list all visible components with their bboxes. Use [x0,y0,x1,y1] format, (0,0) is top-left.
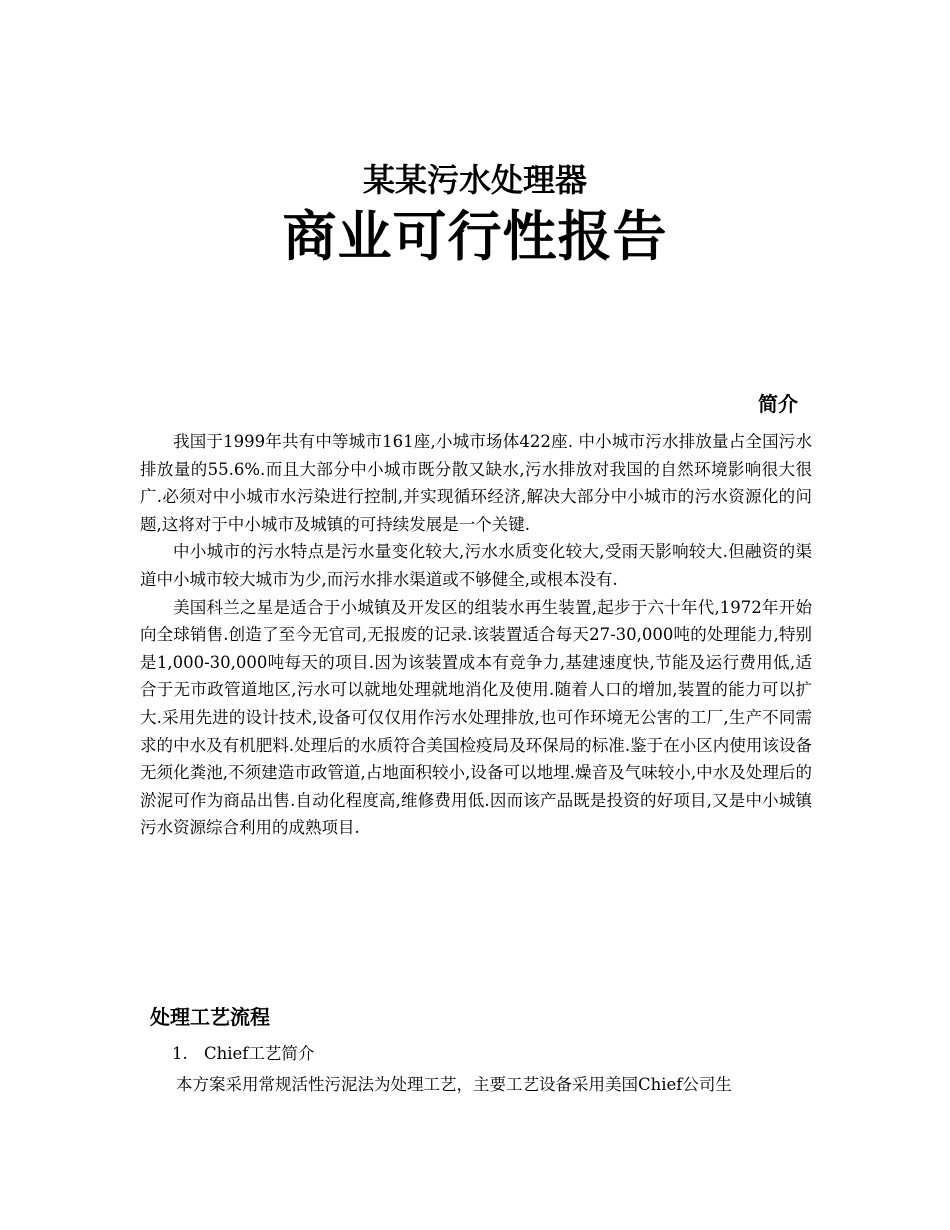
cover-title-block [0,158,950,272]
list-item-label: Chief工艺简介 [204,1044,315,1063]
process-list-item [172,1042,314,1066]
intro-paragraph-3: 美国科兰之星是适合于小城镇及开发区的组装水再生装置,起步于六十年代,1972年开始向全球销售.创造了至今无官司,无报废的记录.该装置适合每天27-30,000吨的处理能力,特别是1,000-30,000吨每天的项目.因为该装置成本有竞争力,基建速度快,节能及运行费用低,适合于无市政管道地区,污水可以就地处理就地消化及使用.随着人口的增加,装置的能力可以扩大.采用先进的设计技术,设备可仅仅用作污水处理排放,也可作环境无公害的工厂,生产不同需求的中水及有机肥料.处理后的水质符合美国检疫局及环保局的标准.鉴于在小区内使用该设备无须化粪池,不须建造市政管道,占地面积较小,设备可以地埋.燥音及气味较小,中水及处理后的淤泥可作为商品出售.自动化程度高,维修费用低.因而该产品既是投资的好项目,又是中小城镇污水资源综合利用的成熟项目. [140,597,812,838]
cover-subtitle: 某某污水处理器 [362,161,587,199]
process-paragraph: 本方案采用常规活性污泥法为处理工艺，主要工艺设备采用美国Chief公司生 [176,1075,732,1094]
list-item-number: 1. [172,1044,188,1063]
process-heading: 处理工艺流程 [150,1005,270,1029]
intro-heading: 简介 [758,392,798,416]
intro-paragraph-1: 我国于1999年共有中等城市161座,小城市场体422座. 中小城市污水排放量占全国污水排放量的55.6%.而且大部分中小城市既分散又缺水,污水排放对我国的自然环境影响很大很广.必须对中小城市水污染进行控制,并实现循环经济,解决大部分中小城市的污水资源化的问题,这将对于中小城市及城镇的可持续发展是一个关键. [140,432,812,534]
cover-title: 商业可行性报告 [282,205,668,268]
intro-body [140,428,812,842]
intro-paragraph-2: 中小城市的污水特点是污水量变化较大,污水水质变化较大,受雨天影响较大.但融资的渠道中小城市较大城市为少,而污水排水渠道或不够健全,或根本没有. [140,542,812,589]
